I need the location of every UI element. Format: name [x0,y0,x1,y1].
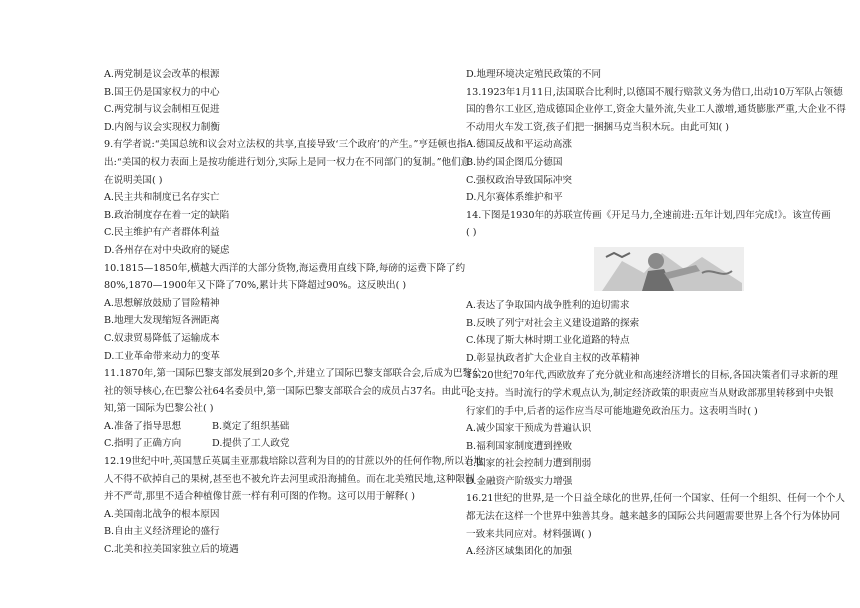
text-line: 80%,1870—1900年又下降了70%,累计共下降超过90%。这反映出( ) [104,280,407,292]
text-line: D.各州存在对中央政府的疑虑 [104,244,230,256]
text-line: C.强权政治导致国际冲突 [466,174,572,186]
text-line: C.奴隶贸易降低了运输成本 [104,332,220,344]
text-line: C.北美和拉美国家独立后的境遇 [104,544,239,556]
text-line: 人不得不砍掉自己的果树,甚至也不被允许去河里或沿海捕鱼。而在北美殖民地,这种限制 [104,473,475,485]
text-line: B.协约国企图瓜分德国 [466,156,563,168]
poster-illustration [592,243,752,295]
text-line: 论支持。当时流行的学术观点认为,制定经济政策的职责应当从财政部那里转移到中央银 [466,387,834,399]
option-text: D.提供了工人政党 [212,438,290,450]
option-text: C.指明了正确方向 [104,438,182,450]
text-line: 16.21世纪的世界,是一个日益全球化的世界,任何一个国家、任何一个组织、任何一个个人 [466,493,845,505]
text-line: A.民主共和制度已名存实亡 [104,192,220,204]
text-line: D.工业革命带来动力的变革 [104,350,220,362]
text-line: 并不严苛,那里不适合种植像甘蔗一样有利可图的作物。这可以用于解释( ) [104,491,415,503]
text-line: ( ) [466,227,477,239]
text-line: 11.1870年,第一国际巴黎支部发展到20多个,并建立了国际巴黎支部联合会,后成为巴黎公 [104,368,482,380]
text-line: 都无法在这样一个世界中独善其身。越来越多的国际公共问题需要世界上各个行为体协同 [466,511,841,523]
text-line: 15.20世纪70年代,西欧放弃了充分就业和高速经济增长的目标,各国决策者们寻求新的理 [466,370,838,382]
text-line: C.民主维护有产者群体利益 [104,227,220,239]
text-line: A.思想解放鼓励了冒险精神 [104,297,220,309]
text-line: B.福利国家制度遭到挫败 [466,440,573,452]
text-line: 13.1923年1月11日,法国联合比利时,以德国不履行赔款义务为借口,出动10万军队占领德 [466,86,843,98]
text-line: 知,第一国际为巴黎公社( ) [104,403,214,415]
text-line: 国的鲁尔工业区,造成德国企业停工,资金大量外流,失业工人激增,通货膨胀严重,大企业不得 [466,104,846,116]
text-line: B.政治制度存在着一定的缺陷 [104,209,230,221]
left-column [104,66,483,559]
text-line: C.国家的社会控制力遭到削弱 [466,458,592,470]
text-line: 不动用火车发工资,孩子们把一捆捆马克当积木玩。由此可知( ) [466,121,730,133]
text-line: 9.有学者说:“美国总统和议会对立法权的共享,直接导致‘三个政府’的产生。”亨廷顿也指 [104,139,467,151]
text-line: A.美国南北战争的根本原因 [104,508,220,520]
option-text: B.奠定了组织基础 [212,420,290,432]
text-line: B.反映了列宁对社会主义建设道路的探索 [466,317,640,329]
text-line: A.经济区域集团化的加强 [466,546,572,558]
text-line: 社的领导核心,在巴黎公社64名委员中,第一国际巴黎支部联合会的成员占37名。由此可 [104,385,471,397]
text-line: 12.19世纪中叶,英国慧丘英属圭亚那栽培除以营利为目的的甘蔗以外的任何作物,所以当地 [104,456,483,468]
text-line: C.体现了斯大林时期工业化道路的特点 [466,335,630,347]
text-line: 14.下图是1930年的苏联宣传画《开足马力,全速前进:五年计划,四年完成!》。该宣传画 [466,209,831,221]
text-line: D.金融资产阶级实力增强 [466,475,573,487]
text-line: C.两党制与议会制相互促进 [104,104,220,116]
text-line: A.两党制是议会改革的根源 [104,69,220,80]
text-line: 一致来共同应对。材料强调( ) [466,528,592,540]
text-line: D.彰显执政者扩大企业自主权的改革精神 [466,352,640,364]
text-line: 在说明美国( ) [104,174,163,186]
text-line: 行家们的手中,后者的运作应当尽可能地避免政治压力。这表明当时( ) [466,405,758,417]
soviet-poster-image [592,243,752,295]
text-line: A.减少国家干预成为普遍认识 [466,423,592,435]
right-column [466,66,846,561]
option-row [104,418,444,436]
text-line: D.内阁与议会实现权力制衡 [104,121,220,133]
text-line: 10.1815—1850年,横越大西洋的大部分货物,海运费用直线下降,每磅的运费下降了约 [104,262,466,274]
text-line: B.地理大发现缩短各洲距离 [104,315,220,327]
text-line: B.自由主义经济理论的盛行 [104,526,220,538]
text-line: B.国王仍是国家权力的中心 [104,86,220,98]
text-line: A.表达了争取国内战争胜利的迫切需求 [466,299,630,311]
option-row [104,435,444,453]
text-line: D.凡尔赛体系维护和平 [466,192,563,204]
text-line: 出:“美国的权力表面上是按功能进行划分,实际上是同一权力在不同部门的复制。”他们意 [104,156,471,168]
text-line: D.地理环境决定殖民政策的不同 [466,69,602,80]
text-line: A.德国反战和平运动高涨 [466,139,572,151]
option-text: A.准备了指导思想 [104,420,182,432]
